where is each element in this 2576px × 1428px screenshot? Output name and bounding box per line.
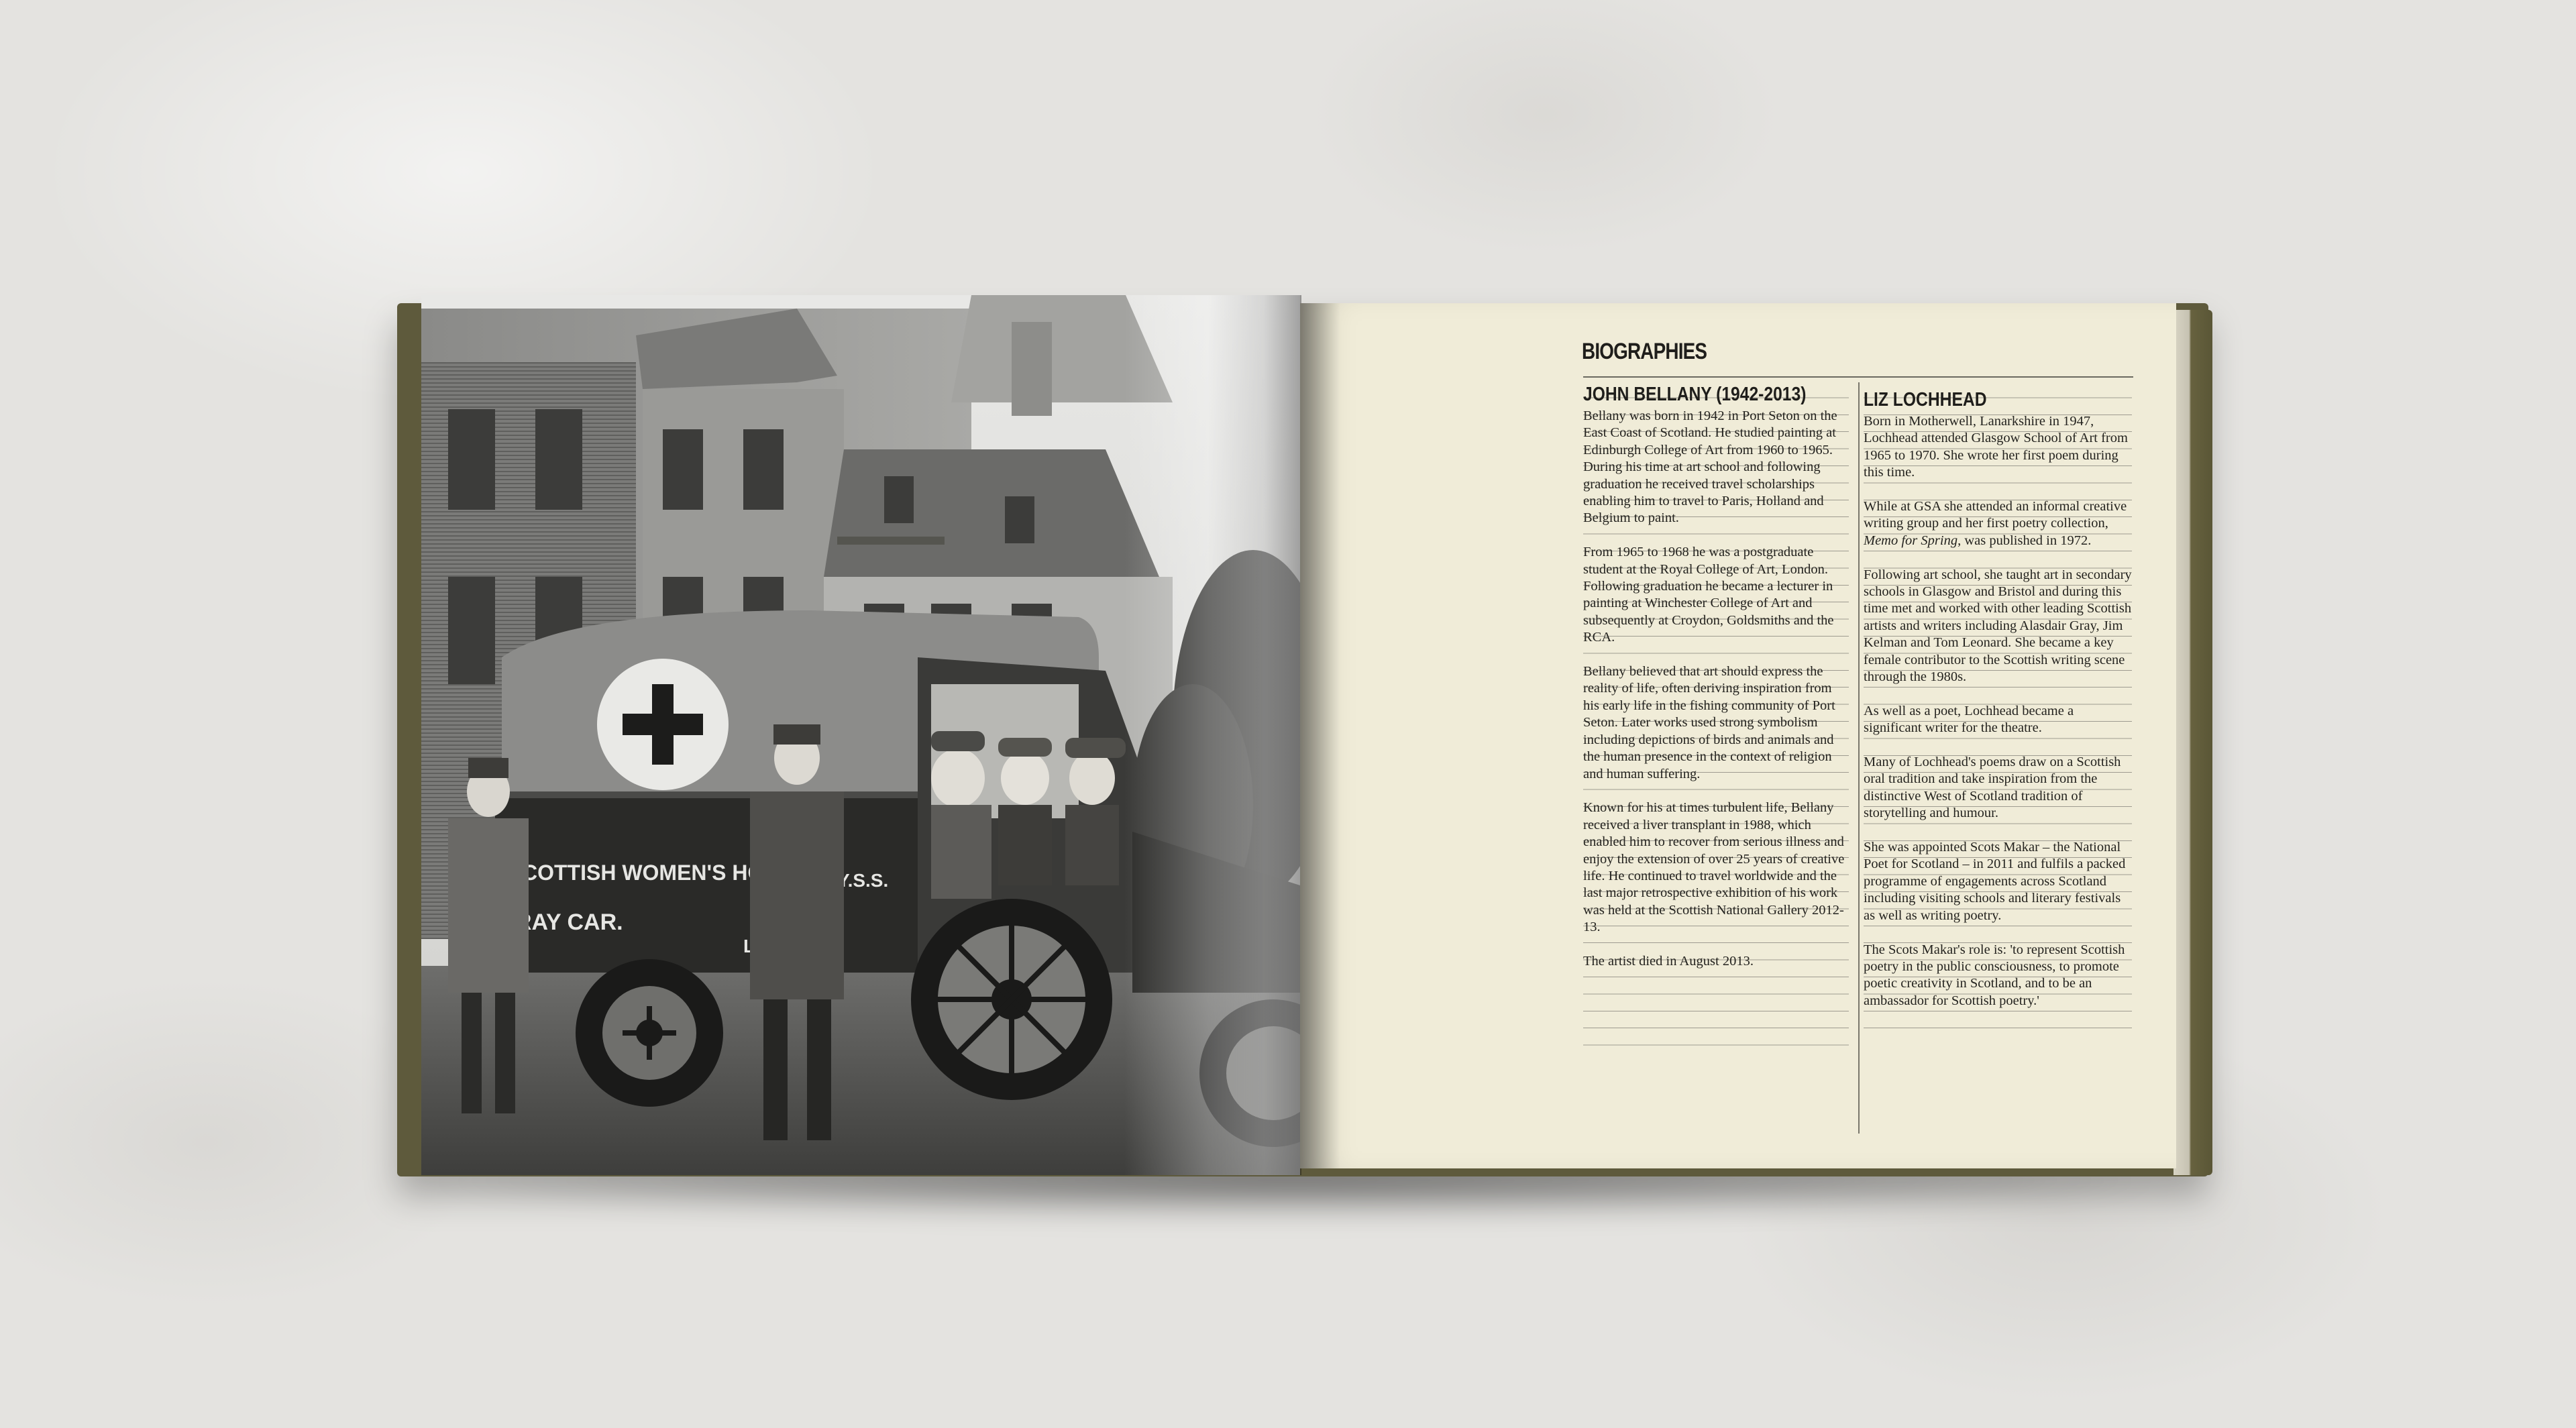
- bellany-paragraph-1: Bellany was born in 1942 in Port Seton on the East Coast of Scotland. He studied painting at Edinburgh College of Art from 1960 to 1965. During his time at art school and following graduation he received travel scholarships enabling him to travel to Paris, Holland and Belgium to paint.: [1583, 408, 1837, 526]
- column-divider: [1858, 382, 1860, 1134]
- bellany-paragraph-5: The artist died in August 2013.: [1583, 953, 1754, 969]
- lochhead-name: LIZ LOCHHEAD: [1864, 389, 1987, 410]
- lochhead-paragraph-3: Following art school, she taught art in secondary schools in Glasgow and Bristol and during this time met and worked with other leading Scottish artists and writers including Alasdair Gray, Jim Kelman and Tom Leonard. She became a key female contributor to the Scottish writing scene through the 1980s.: [1864, 567, 2132, 685]
- page-title: BIOGRAPHIES: [1582, 339, 1707, 364]
- right-page-gutter-shadow: [1300, 303, 1340, 1168]
- heading-rule: [1583, 376, 2133, 378]
- bellany-column: [1583, 381, 1849, 1055]
- poetry-collection-title: Memo for Spring: [1864, 533, 1958, 548]
- ruled-lines-filler-right: [1864, 1009, 2132, 1043]
- lochhead-paragraph-6: She was appointed Scots Makar – the National Poet for Scotland – in 2011 and fulfils a packed programme of engagements across Scotland including visiting schools and literary festivals as well as writing poetry.: [1864, 840, 2126, 923]
- lochhead-paragraph-1: Born in Motherwell, Lanarkshire in 1947, Lochhead attended Glasgow School of Art from 1965 to 1970. She wrote her first poem during this time.: [1864, 414, 2128, 480]
- lochhead-paragraph-2: [1864, 498, 2132, 549]
- lochhead-column: [1864, 381, 2132, 1043]
- archive-photo: [421, 295, 1300, 1175]
- lochhead-paragraph-4: As well as a poet, Lochhead became a significant writer for the theatre.: [1864, 703, 2074, 736]
- lochhead-paragraph-7: The Scots Makar's role is: 'to represent Scottish poetry in the public consciousness, to promote poetic creativity in Scotland, and to be an ambassador for Scottish poetry.': [1864, 942, 2125, 1008]
- book-page-edges: [2174, 310, 2212, 1175]
- bellany-paragraph-3: Bellany believed that art should express the reality of life, often deriving inspiration from his early life in the fishing community of Port Seton. Later works used strong symbolism including depictions of birds and animals and the human presence in the context of religion and human suffering.: [1583, 664, 1835, 781]
- bellany-paragraph-4: Known for his at times turbulent life, Bellany received a liver transplant in 1988, which enabled him to recover from serious illness and enjoy the extension of over 25 years of creative life. He continued to travel worldwide and the last major retrospective exhibition of his work was held at the Scottish National Gallery 2012-13.: [1583, 800, 1845, 935]
- left-page: [421, 295, 1300, 1175]
- lochhead-paragraph-2-start: While at GSA she attended an informal creative writing group and her first poetry collection,: [1864, 499, 2127, 531]
- bellany-paragraph-2: From 1965 to 1968 he was a postgraduate student at the Royal College of Art, London. Following graduation he became a lecturer in painting at Winchester College of Art and subsequently at Croydon, Goldsmiths and the RCA.: [1583, 545, 1834, 645]
- ruled-lines-filler: [1583, 970, 1849, 1055]
- lochhead-paragraph-5: Many of Lochhead's poems draw on a Scottish oral tradition and take inspiration from the distinctive West of Scotland tradition of storytelling and humour.: [1864, 755, 2121, 821]
- lochhead-paragraph-2-end: , was published in 1972.: [1957, 533, 2092, 548]
- bellany-name: JOHN BELLANY (1942-2013): [1583, 384, 1807, 405]
